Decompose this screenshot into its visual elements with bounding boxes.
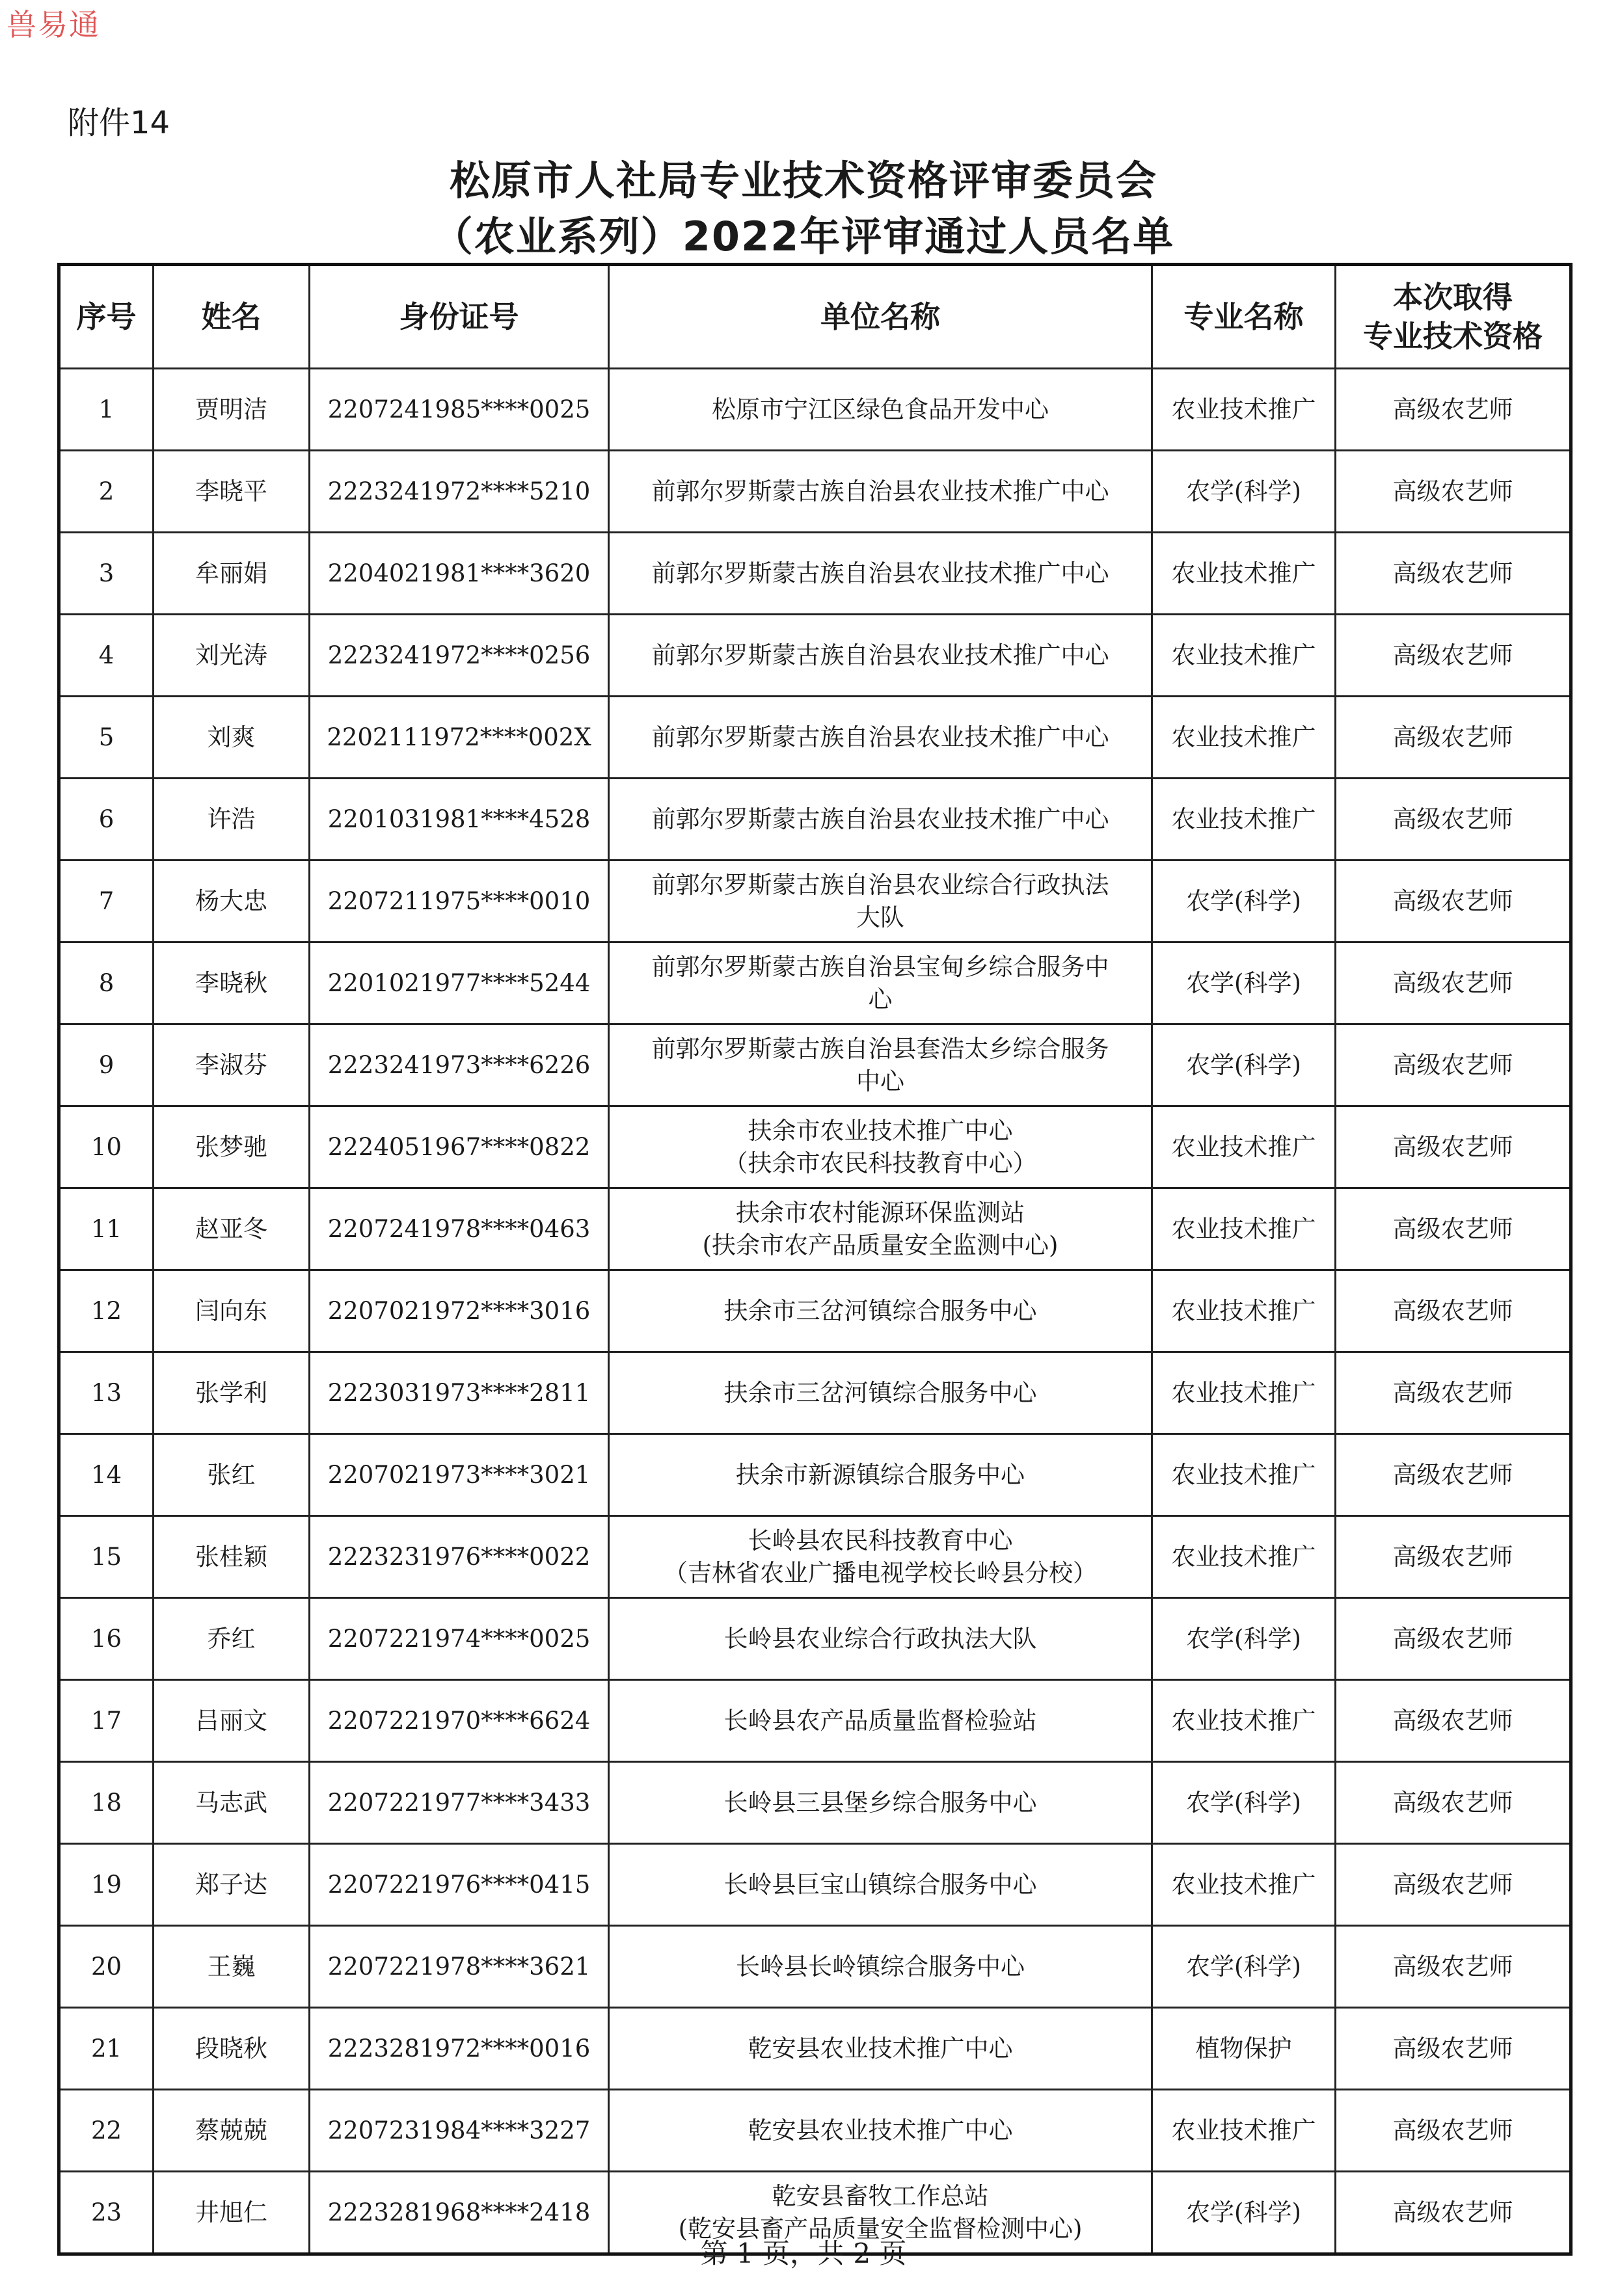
cell-unit-line: 前郭尔罗斯蒙古族自治县农业技术推广中心 xyxy=(651,641,1109,669)
cell-id: 2223231976****0022 xyxy=(310,1516,609,1598)
table-row xyxy=(59,615,1571,697)
cell-name: 马志武 xyxy=(154,1762,310,1844)
cell-seq: 13 xyxy=(59,1352,154,1434)
cell-id: 2202111972****002X xyxy=(310,697,609,779)
cell-major: 农学(科学) xyxy=(1152,2172,1336,2254)
cell-seq: 18 xyxy=(59,1762,154,1844)
cell-seq: 10 xyxy=(59,1106,154,1188)
cell-qualification: 高级农艺师 xyxy=(1336,1352,1571,1434)
cell-unit-line: 长岭县巨宝山镇综合服务中心 xyxy=(723,1870,1037,1899)
cell-id: 2207211975****0010 xyxy=(310,861,609,942)
cell-name: 李晓平 xyxy=(154,451,310,533)
roster-body xyxy=(59,369,1571,2254)
cell-id: 2223241972****5210 xyxy=(310,451,609,533)
page-footer: 第 1 页，共 2 页 xyxy=(700,2237,907,2269)
cell-qualification: 高级农艺师 xyxy=(1336,2008,1571,2090)
cell-seq: 17 xyxy=(59,1680,154,1762)
cell-seq: 3 xyxy=(59,533,154,615)
cell-unit-line: 前郭尔罗斯蒙古族自治县农业技术推广中心 xyxy=(651,559,1109,587)
cell-seq: 23 xyxy=(59,2172,154,2254)
cell-seq: 7 xyxy=(59,861,154,942)
cell-major: 农学(科学) xyxy=(1152,451,1336,533)
cell-name: 吕丽文 xyxy=(154,1680,310,1762)
header-name: 姓名 xyxy=(154,265,310,369)
cell-unit-line: 大队 xyxy=(856,903,904,931)
table-row xyxy=(59,1516,1571,1598)
cell-id: 2207221977****3433 xyxy=(310,1762,609,1844)
cell-major: 农业技术推广 xyxy=(1152,533,1336,615)
cell-unit xyxy=(609,2008,1152,2090)
cell-unit-line: 前郭尔罗斯蒙古族自治县农业技术推广中心 xyxy=(651,805,1109,833)
cell-name: 王巍 xyxy=(154,1926,310,2008)
cell-name: 李晓秋 xyxy=(154,942,310,1024)
cell-unit xyxy=(609,1680,1152,1762)
cell-id: 2201021977****5244 xyxy=(310,942,609,1024)
watermark-text: 兽易通 xyxy=(7,7,100,42)
cell-unit-line: 扶余市三岔河镇综合服务中心 xyxy=(723,1378,1037,1407)
cell-unit xyxy=(609,2090,1152,2172)
cell-unit xyxy=(609,1188,1152,1270)
header-id: 身份证号 xyxy=(310,265,609,369)
cell-id: 2223031973****2811 xyxy=(310,1352,609,1434)
cell-unit-line: 长岭县农业综合行政执法大队 xyxy=(723,1624,1037,1653)
table-row xyxy=(59,942,1571,1024)
cell-seq: 9 xyxy=(59,1024,154,1106)
table-row xyxy=(59,533,1571,615)
cell-seq: 1 xyxy=(59,369,154,451)
cell-unit-line: 乾安县农业技术推广中心 xyxy=(748,2034,1013,2062)
cell-id: 2207221978****3621 xyxy=(310,1926,609,2008)
attachment-label: 附件14 xyxy=(68,105,170,141)
cell-id: 2207221974****0025 xyxy=(310,1598,609,1680)
cell-unit-line: （吉林省农业广播电视学校长岭县分校） xyxy=(664,1558,1097,1587)
cell-id: 2224051967****0822 xyxy=(310,1106,609,1188)
cell-name: 蔡兢兢 xyxy=(154,2090,310,2172)
cell-name: 刘爽 xyxy=(154,697,310,779)
table-row xyxy=(59,1598,1571,1680)
table-header-row xyxy=(59,265,1571,369)
cell-qualification: 高级农艺师 xyxy=(1336,1926,1571,2008)
cell-unit xyxy=(609,1270,1152,1352)
cell-unit-line: 前郭尔罗斯蒙古族自治县农业技术推广中心 xyxy=(651,723,1109,751)
cell-major: 农学(科学) xyxy=(1152,1598,1336,1680)
cell-unit-line: 扶余市农业技术推广中心 xyxy=(748,1116,1013,1145)
cell-name: 李淑芬 xyxy=(154,1024,310,1106)
table-row xyxy=(59,1762,1571,1844)
cell-unit-line: 前郭尔罗斯蒙古族自治县套浩太乡综合服务 xyxy=(651,1034,1109,1063)
cell-qualification: 高级农艺师 xyxy=(1336,697,1571,779)
cell-seq: 11 xyxy=(59,1188,154,1270)
cell-qualification: 高级农艺师 xyxy=(1336,1516,1571,1598)
table-row xyxy=(59,1680,1571,1762)
cell-major: 农业技术推广 xyxy=(1152,1434,1336,1516)
table-row xyxy=(59,697,1571,779)
cell-seq: 21 xyxy=(59,2008,154,2090)
cell-unit-line: 扶余市三岔河镇综合服务中心 xyxy=(723,1296,1037,1325)
cell-unit-line: (乾安县畜产品质量安全监督检测中心) xyxy=(678,2214,1083,2243)
cell-seq: 6 xyxy=(59,779,154,861)
header-unit: 单位名称 xyxy=(609,265,1152,369)
cell-major: 农业技术推广 xyxy=(1152,1352,1336,1434)
cell-unit xyxy=(609,1352,1152,1434)
cell-qualification: 高级农艺师 xyxy=(1336,369,1571,451)
cell-id: 2207021972****3016 xyxy=(310,1270,609,1352)
cell-seq: 8 xyxy=(59,942,154,1024)
cell-unit-line: 乾安县农业技术推广中心 xyxy=(748,2116,1013,2144)
cell-unit-line: 乾安县畜牧工作总站 xyxy=(772,2182,989,2210)
cell-name: 张红 xyxy=(154,1434,310,1516)
table-row xyxy=(59,1926,1571,2008)
cell-id: 2223241973****6226 xyxy=(310,1024,609,1106)
cell-name: 井旭仁 xyxy=(154,2172,310,2254)
cell-id: 2223281968****2418 xyxy=(310,2172,609,2254)
cell-qualification: 高级农艺师 xyxy=(1336,1844,1571,1926)
cell-unit xyxy=(609,697,1152,779)
roster-table xyxy=(57,263,1573,2256)
page-title-line1: 松原市人社局专业技术资格评审委员会 xyxy=(449,157,1157,204)
table-row xyxy=(59,2008,1571,2090)
cell-seq: 14 xyxy=(59,1434,154,1516)
cell-id: 2204021981****3620 xyxy=(310,533,609,615)
table-row xyxy=(59,1106,1571,1188)
cell-name: 许浩 xyxy=(154,779,310,861)
cell-unit-line: 前郭尔罗斯蒙古族自治县宝甸乡综合服务中 xyxy=(651,952,1109,981)
cell-qualification: 高级农艺师 xyxy=(1336,1762,1571,1844)
cell-seq: 2 xyxy=(59,451,154,533)
cell-id: 2207221976****0415 xyxy=(310,1844,609,1926)
cell-qualification: 高级农艺师 xyxy=(1336,451,1571,533)
cell-unit-line: 扶余市农村能源环保监测站 xyxy=(736,1198,1025,1227)
cell-name: 牟丽娟 xyxy=(154,533,310,615)
header-qualification xyxy=(1336,265,1571,369)
cell-major: 农业技术推广 xyxy=(1152,1188,1336,1270)
cell-unit xyxy=(609,1106,1152,1188)
cell-major: 农业技术推广 xyxy=(1152,1844,1336,1926)
cell-seq: 12 xyxy=(59,1270,154,1352)
cell-qualification: 高级农艺师 xyxy=(1336,942,1571,1024)
cell-qualification: 高级农艺师 xyxy=(1336,2172,1571,2254)
cell-major: 农业技术推广 xyxy=(1152,369,1336,451)
cell-name: 段晓秋 xyxy=(154,2008,310,2090)
cell-major: 农学(科学) xyxy=(1152,1926,1336,2008)
header-major: 专业名称 xyxy=(1152,265,1336,369)
cell-unit xyxy=(609,1844,1152,1926)
cell-major: 农学(科学) xyxy=(1152,1762,1336,1844)
table-row xyxy=(59,2090,1571,2172)
cell-id: 2223281972****0016 xyxy=(310,2008,609,2090)
cell-major: 农业技术推广 xyxy=(1152,697,1336,779)
cell-name: 杨大忠 xyxy=(154,861,310,942)
table-row xyxy=(59,861,1571,942)
cell-qualification: 高级农艺师 xyxy=(1336,1106,1571,1188)
cell-unit xyxy=(609,1762,1152,1844)
cell-name: 郑子达 xyxy=(154,1844,310,1926)
cell-qualification: 高级农艺师 xyxy=(1336,2090,1571,2172)
cell-major: 农业技术推广 xyxy=(1152,1270,1336,1352)
cell-name: 刘光涛 xyxy=(154,615,310,697)
cell-major: 农学(科学) xyxy=(1152,942,1336,1024)
cell-id: 2207231984****3227 xyxy=(310,2090,609,2172)
cell-major: 农业技术推广 xyxy=(1152,1516,1336,1598)
cell-seq: 5 xyxy=(59,697,154,779)
cell-name: 闫向东 xyxy=(154,1270,310,1352)
cell-unit-line: 长岭县三县堡乡综合服务中心 xyxy=(723,1788,1037,1817)
cell-unit xyxy=(609,1598,1152,1680)
cell-major: 农业技术推广 xyxy=(1152,1106,1336,1188)
cell-unit-line: 前郭尔罗斯蒙古族自治县农业综合行政执法 xyxy=(651,870,1109,899)
cell-unit xyxy=(609,779,1152,861)
cell-qualification: 高级农艺师 xyxy=(1336,1680,1571,1762)
cell-major: 农业技术推广 xyxy=(1152,2090,1336,2172)
cell-unit-line: 长岭县长岭镇综合服务中心 xyxy=(736,1952,1025,1981)
cell-unit-line: 心 xyxy=(868,985,893,1013)
cell-unit xyxy=(609,369,1152,451)
table-row xyxy=(59,1270,1571,1352)
cell-name: 张桂颖 xyxy=(154,1516,310,1598)
page-title-line2: （农业系列）2022年评审通过人员名单 xyxy=(432,213,1175,260)
cell-name: 张梦驰 xyxy=(154,1106,310,1188)
table-row xyxy=(59,1188,1571,1270)
cell-unit-line: 扶余市新源镇综合服务中心 xyxy=(736,1460,1025,1489)
cell-name: 赵亚冬 xyxy=(154,1188,310,1270)
cell-seq: 20 xyxy=(59,1926,154,2008)
cell-unit xyxy=(609,533,1152,615)
table-row xyxy=(59,1844,1571,1926)
header-seq: 序号 xyxy=(59,265,154,369)
cell-qualification: 高级农艺师 xyxy=(1336,779,1571,861)
cell-major: 农学(科学) xyxy=(1152,1024,1336,1106)
cell-qualification: 高级农艺师 xyxy=(1336,1024,1571,1106)
cell-major: 农业技术推广 xyxy=(1152,1680,1336,1762)
cell-unit-line: 前郭尔罗斯蒙古族自治县农业技术推广中心 xyxy=(651,477,1109,505)
table-row xyxy=(59,451,1571,533)
cell-unit xyxy=(609,1024,1152,1106)
table-row xyxy=(59,1352,1571,1434)
cell-unit xyxy=(609,451,1152,533)
table-row xyxy=(59,1434,1571,1516)
cell-qualification: 高级农艺师 xyxy=(1336,533,1571,615)
cell-unit-line: (扶余市农产品质量安全监测中心) xyxy=(702,1231,1059,1259)
cell-seq: 4 xyxy=(59,615,154,697)
table-row xyxy=(59,779,1571,861)
cell-unit-line: 松原市宁江区绿色食品开发中心 xyxy=(712,395,1049,423)
cell-qualification: 高级农艺师 xyxy=(1336,861,1571,942)
table-row xyxy=(59,369,1571,451)
cell-name: 贾明洁 xyxy=(154,369,310,451)
cell-unit xyxy=(609,1516,1152,1598)
cell-major: 农学(科学) xyxy=(1152,861,1336,942)
cell-unit-line: 长岭县农民科技教育中心 xyxy=(748,1526,1013,1555)
header-qualification-line1: 本次取得 xyxy=(1393,280,1513,315)
cell-unit xyxy=(609,615,1152,697)
cell-qualification: 高级农艺师 xyxy=(1336,1188,1571,1270)
cell-unit xyxy=(609,861,1152,942)
cell-name: 张学利 xyxy=(154,1352,310,1434)
cell-unit xyxy=(609,1434,1152,1516)
cell-id: 2201031981****4528 xyxy=(310,779,609,861)
cell-id: 2223241972****0256 xyxy=(310,615,609,697)
cell-seq: 15 xyxy=(59,1516,154,1598)
cell-qualification: 高级农艺师 xyxy=(1336,1270,1571,1352)
cell-name: 乔红 xyxy=(154,1598,310,1680)
cell-id: 2207241978****0463 xyxy=(310,1188,609,1270)
cell-id: 2207221970****6624 xyxy=(310,1680,609,1762)
cell-seq: 22 xyxy=(59,2090,154,2172)
cell-seq: 19 xyxy=(59,1844,154,1926)
cell-id: 2207021973****3021 xyxy=(310,1434,609,1516)
header-qualification-line2: 专业技术资格 xyxy=(1363,319,1543,354)
cell-unit-line: （扶余市农民科技教育中心） xyxy=(723,1149,1037,1177)
cell-seq: 16 xyxy=(59,1598,154,1680)
cell-major: 农业技术推广 xyxy=(1152,779,1336,861)
cell-unit xyxy=(609,942,1152,1024)
cell-unit-line: 长岭县农产品质量监督检验站 xyxy=(723,1706,1037,1735)
cell-unit-line: 中心 xyxy=(856,1067,904,1095)
cell-major: 植物保护 xyxy=(1152,2008,1336,2090)
cell-id: 2207241985****0025 xyxy=(310,369,609,451)
table-row xyxy=(59,1024,1571,1106)
cell-qualification: 高级农艺师 xyxy=(1336,1598,1571,1680)
cell-qualification: 高级农艺师 xyxy=(1336,615,1571,697)
cell-unit xyxy=(609,1926,1152,2008)
cell-major: 农业技术推广 xyxy=(1152,615,1336,697)
cell-qualification: 高级农艺师 xyxy=(1336,1434,1571,1516)
